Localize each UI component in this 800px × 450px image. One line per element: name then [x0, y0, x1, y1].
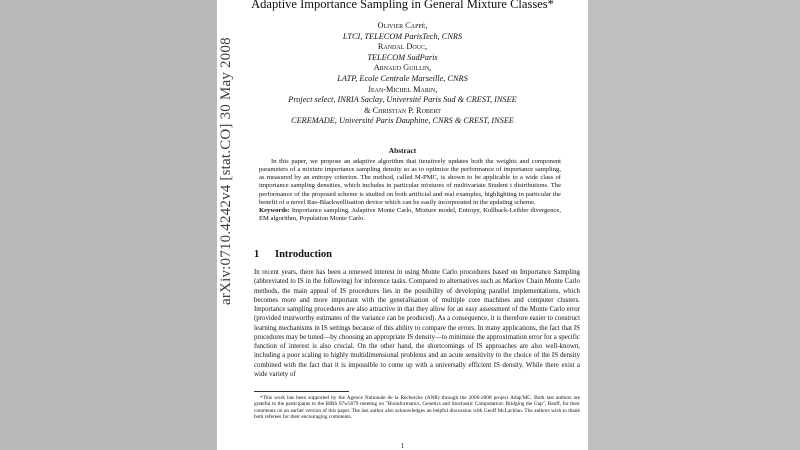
footnote-rule [254, 391, 349, 392]
paper-title: Adaptive Importance Sampling in General Mixture Classes* [251, 0, 554, 11]
arxiv-stamp: arXiv:0710.4242v4 [stat.CO] 30 May 2008 [218, 37, 234, 305]
author-affiliation: LTCI, TELECOM ParisTech, CNRS [342, 31, 463, 41]
author-affiliation: TELECOM SudParis [367, 52, 438, 62]
body-paragraph: In recent years, there has been a renewed interest in using Monte Carlo procedures based on Importance Sampling (abbreviated to IS in the following) for inference tasks. Compared to alternatives such as Markov Chain Monte Carlo methods, the main appeal of IS procedures lies in the possibility of developing parallel implementations, which becomes more and more important with the generalisation of multiple core machines and computer clusters. Importance sampling procedures are also attractive in that they allow for an easy assessment of the Monte Carlo error (provided trustworthy estimates of the variance can be produced). As a consequence, it is therefore easier to construct learning mechanisms in IS settings because of this ability to compare the errors. In many applications, the fact that IS procedures may be tuned—by choosing an appropriate IS density—to minimise the approximation error for a specific function of interest is also crucial. On the other hand, the shortcomings of IS approaches are also well-known, including a poor scaling to highly multidimensional problems and an acute sensitivity to the choice of the IS density combined with the fact that it is impossible to come up with a universally efficient IS density. While there exist a wide variety of [254, 269, 580, 378]
author-name: Arnaud Guillin, [373, 63, 432, 73]
paper-page [217, 0, 588, 450]
section-number: 1 [254, 249, 260, 260]
author-affiliation: Project select, INRIA Saclay, Université Paris Sud & CREST, INSEE [288, 95, 517, 105]
footnote-text: *This work has been supported by the Agence Nationale de la Recherche (ANR) through the 2006-2008 project Adap'MC. Both last authors are grateful to the participants to the BIRS 07w5079 meeting on "Bioinformatics, Genetics and Stochastic Computation: Bridging the Gap", Banff, for their comments on an earlier version of this paper. The last author also acknowledges an helpful discussion with Geoff McLachlan. The authors wish to thank both referees for their encouraging comments. [254, 395, 580, 421]
author-block [217, 21, 588, 127]
page-number: 1 [400, 443, 405, 450]
keywords-text: Importance sampling, Adaptive Monte Carlo, Mixture model, Entropy, Kullback-Leibler divergence, EM algorithm, Population Monte Carlo. [259, 206, 561, 223]
author-affiliation: LATP, Ecole Centrale Marseille, CNRS [337, 73, 468, 83]
abstract-heading: Abstract [388, 146, 417, 155]
author-affiliation: CEREMADE, Université Paris Dauphine, CNRS & CREST, INSEE [291, 116, 514, 126]
section-title: Introduction [275, 249, 332, 260]
author-name: & Christian P. Robert [364, 105, 441, 115]
keywords-line [259, 207, 561, 223]
section-heading [254, 249, 332, 260]
author-name: Olivier Cappé, [377, 21, 428, 30]
body-text-block [254, 268, 580, 379]
abstract-block [259, 158, 561, 223]
abstract-text: In this paper, we propose an adaptive algorithm that iteratively updates both the weights and component parameters of a mixture importance sampling density so as to optimise the performance of importance sampling, as measured by an entropy criterion. The method, called M-PMC, is shown to be applicable to a wide class of importance sampling densities, which includes in particular mixtures of multivariate Student t distributions. The performance of the proposed scheme is studied on both artificial and real examples, highlighting in particular the benefit of a novel Rao-Blackwellisation device which can be easily incorporated in the updating scheme. [259, 158, 561, 206]
viewer-margin-right [588, 0, 800, 450]
footnote-block [254, 395, 580, 421]
author-name: Jean-Michel Marin, [367, 84, 438, 94]
keywords-label: Keywords: [259, 206, 290, 214]
author-name: Randal Douc, [377, 42, 428, 52]
